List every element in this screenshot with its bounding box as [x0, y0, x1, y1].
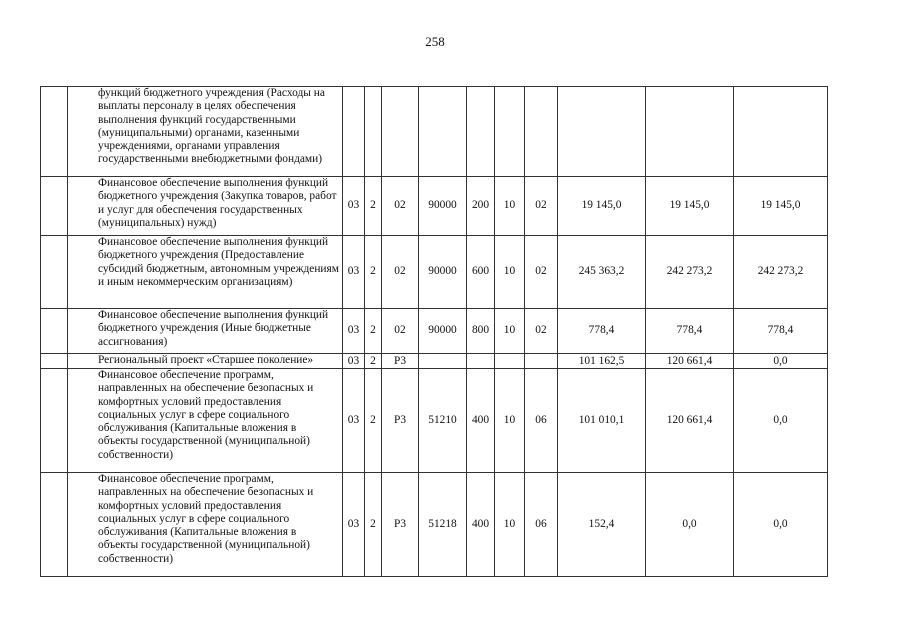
code-cell: 02	[525, 309, 558, 354]
code-cell: 51210	[419, 369, 467, 473]
amount-cell: 242 273,2	[646, 236, 734, 309]
amount-cell: 778,4	[646, 309, 734, 354]
table-row	[41, 177, 828, 236]
code-cell: 10	[495, 236, 525, 309]
code-cell: 03	[343, 369, 365, 473]
code-cell: 02	[382, 236, 419, 309]
amount-cell: 0,0	[734, 354, 828, 369]
code-cell: 10	[495, 369, 525, 473]
code-cell: 03	[343, 177, 365, 236]
amount-cell: 19 145,0	[646, 177, 734, 236]
amount-cell: 0,0	[646, 473, 734, 577]
amount-cell: 0,0	[734, 369, 828, 473]
code-cell: 90000	[419, 309, 467, 354]
code-cell: 03	[343, 354, 365, 369]
index-cell	[41, 473, 68, 577]
code-cell: 51218	[419, 473, 467, 577]
description-cell: Финансовое обеспечение выполнения функций бюджетного учреждения (Иные бюджетные ассигнования)	[68, 309, 343, 354]
code-cell: 02	[525, 177, 558, 236]
code-cell: P3	[382, 473, 419, 577]
code-cell: 200	[467, 177, 495, 236]
table-row	[41, 87, 828, 177]
code-cell: 02	[382, 309, 419, 354]
code-cell: 2	[365, 309, 382, 354]
amount-cell: 778,4	[734, 309, 828, 354]
amount-cell: 152,4	[558, 473, 646, 577]
code-cell: 90000	[419, 177, 467, 236]
amount-cell: 242 273,2	[734, 236, 828, 309]
amount-cell: 120 661,4	[646, 369, 734, 473]
page-number: 258	[425, 34, 445, 49]
code-cell	[495, 87, 525, 177]
description-cell: Региональный проект «Старшее поколение»	[68, 354, 343, 369]
index-cell	[41, 369, 68, 473]
code-cell	[467, 354, 495, 369]
code-cell	[525, 354, 558, 369]
code-cell: 10	[495, 473, 525, 577]
amount-cell: 778,4	[558, 309, 646, 354]
amount-cell: 101 010,1	[558, 369, 646, 473]
code-cell: 2	[365, 369, 382, 473]
amount-cell	[734, 87, 828, 177]
amount-cell: 101 162,5	[558, 354, 646, 369]
amount-cell: 19 145,0	[558, 177, 646, 236]
budget-table	[40, 86, 828, 577]
code-cell: 02	[382, 177, 419, 236]
index-cell	[41, 236, 68, 309]
code-cell	[419, 87, 467, 177]
description-cell: функций бюджетного учреждения (Расходы на выплаты персоналу в целях обеспечения выполнения функций государственными (муниципальными) органами, казенными учреждениями, органами управления государственными внебюджетными фондами)	[68, 87, 343, 177]
code-cell	[343, 87, 365, 177]
table-row	[41, 369, 828, 473]
index-cell	[41, 177, 68, 236]
amount-cell: 19 145,0	[734, 177, 828, 236]
code-cell: 10	[495, 177, 525, 236]
code-cell	[525, 87, 558, 177]
code-cell	[382, 87, 419, 177]
code-cell	[365, 87, 382, 177]
amount-cell	[558, 87, 646, 177]
amount-cell: 0,0	[734, 473, 828, 577]
code-cell: 2	[365, 236, 382, 309]
description-cell: Финансовое обеспечение программ, направленных на обеспечение безопасных и комфортных условий предоставления социальных услуг в сфере социального обслуживания (Капитальные вложения в объекты государственной (муниципальной) собственности)	[68, 369, 343, 473]
code-cell: 10	[495, 309, 525, 354]
code-cell: 02	[525, 236, 558, 309]
index-cell	[41, 309, 68, 354]
code-cell: 400	[467, 369, 495, 473]
table-row	[41, 236, 828, 309]
table-row	[41, 473, 828, 577]
index-cell	[41, 87, 68, 177]
code-cell: 03	[343, 236, 365, 309]
code-cell: 06	[525, 369, 558, 473]
code-cell	[419, 354, 467, 369]
code-cell: 400	[467, 473, 495, 577]
code-cell: P3	[382, 369, 419, 473]
description-cell: Финансовое обеспечение выполнения функций бюджетного учреждения (Закупка товаров, работ и услуг для обеспечения государственных (муниципальных) нужд)	[68, 177, 343, 236]
code-cell: 03	[343, 309, 365, 354]
code-cell: 90000	[419, 236, 467, 309]
description-cell: Финансовое обеспечение программ, направленных на обеспечение безопасных и комфортных условий предоставления социальных услуг в сфере социального обслуживания (Капитальные вложения в объекты государственной (муниципальной) собственности)	[68, 473, 343, 577]
code-cell: 2	[365, 473, 382, 577]
amount-cell	[646, 87, 734, 177]
code-cell: 2	[365, 177, 382, 236]
code-cell	[467, 87, 495, 177]
code-cell: 600	[467, 236, 495, 309]
code-cell	[495, 354, 525, 369]
code-cell: 06	[525, 473, 558, 577]
code-cell: P3	[382, 354, 419, 369]
description-cell: Финансовое обеспечение выполнения функций бюджетного учреждения (Предоставление субсидий бюджетным, автономным учреждениям и иным некоммерческим организациям)	[68, 236, 343, 309]
index-cell	[41, 354, 68, 369]
code-cell: 800	[467, 309, 495, 354]
code-cell: 2	[365, 354, 382, 369]
table-row	[41, 309, 828, 354]
amount-cell: 120 661,4	[646, 354, 734, 369]
amount-cell: 245 363,2	[558, 236, 646, 309]
table-row	[41, 354, 828, 369]
code-cell: 03	[343, 473, 365, 577]
